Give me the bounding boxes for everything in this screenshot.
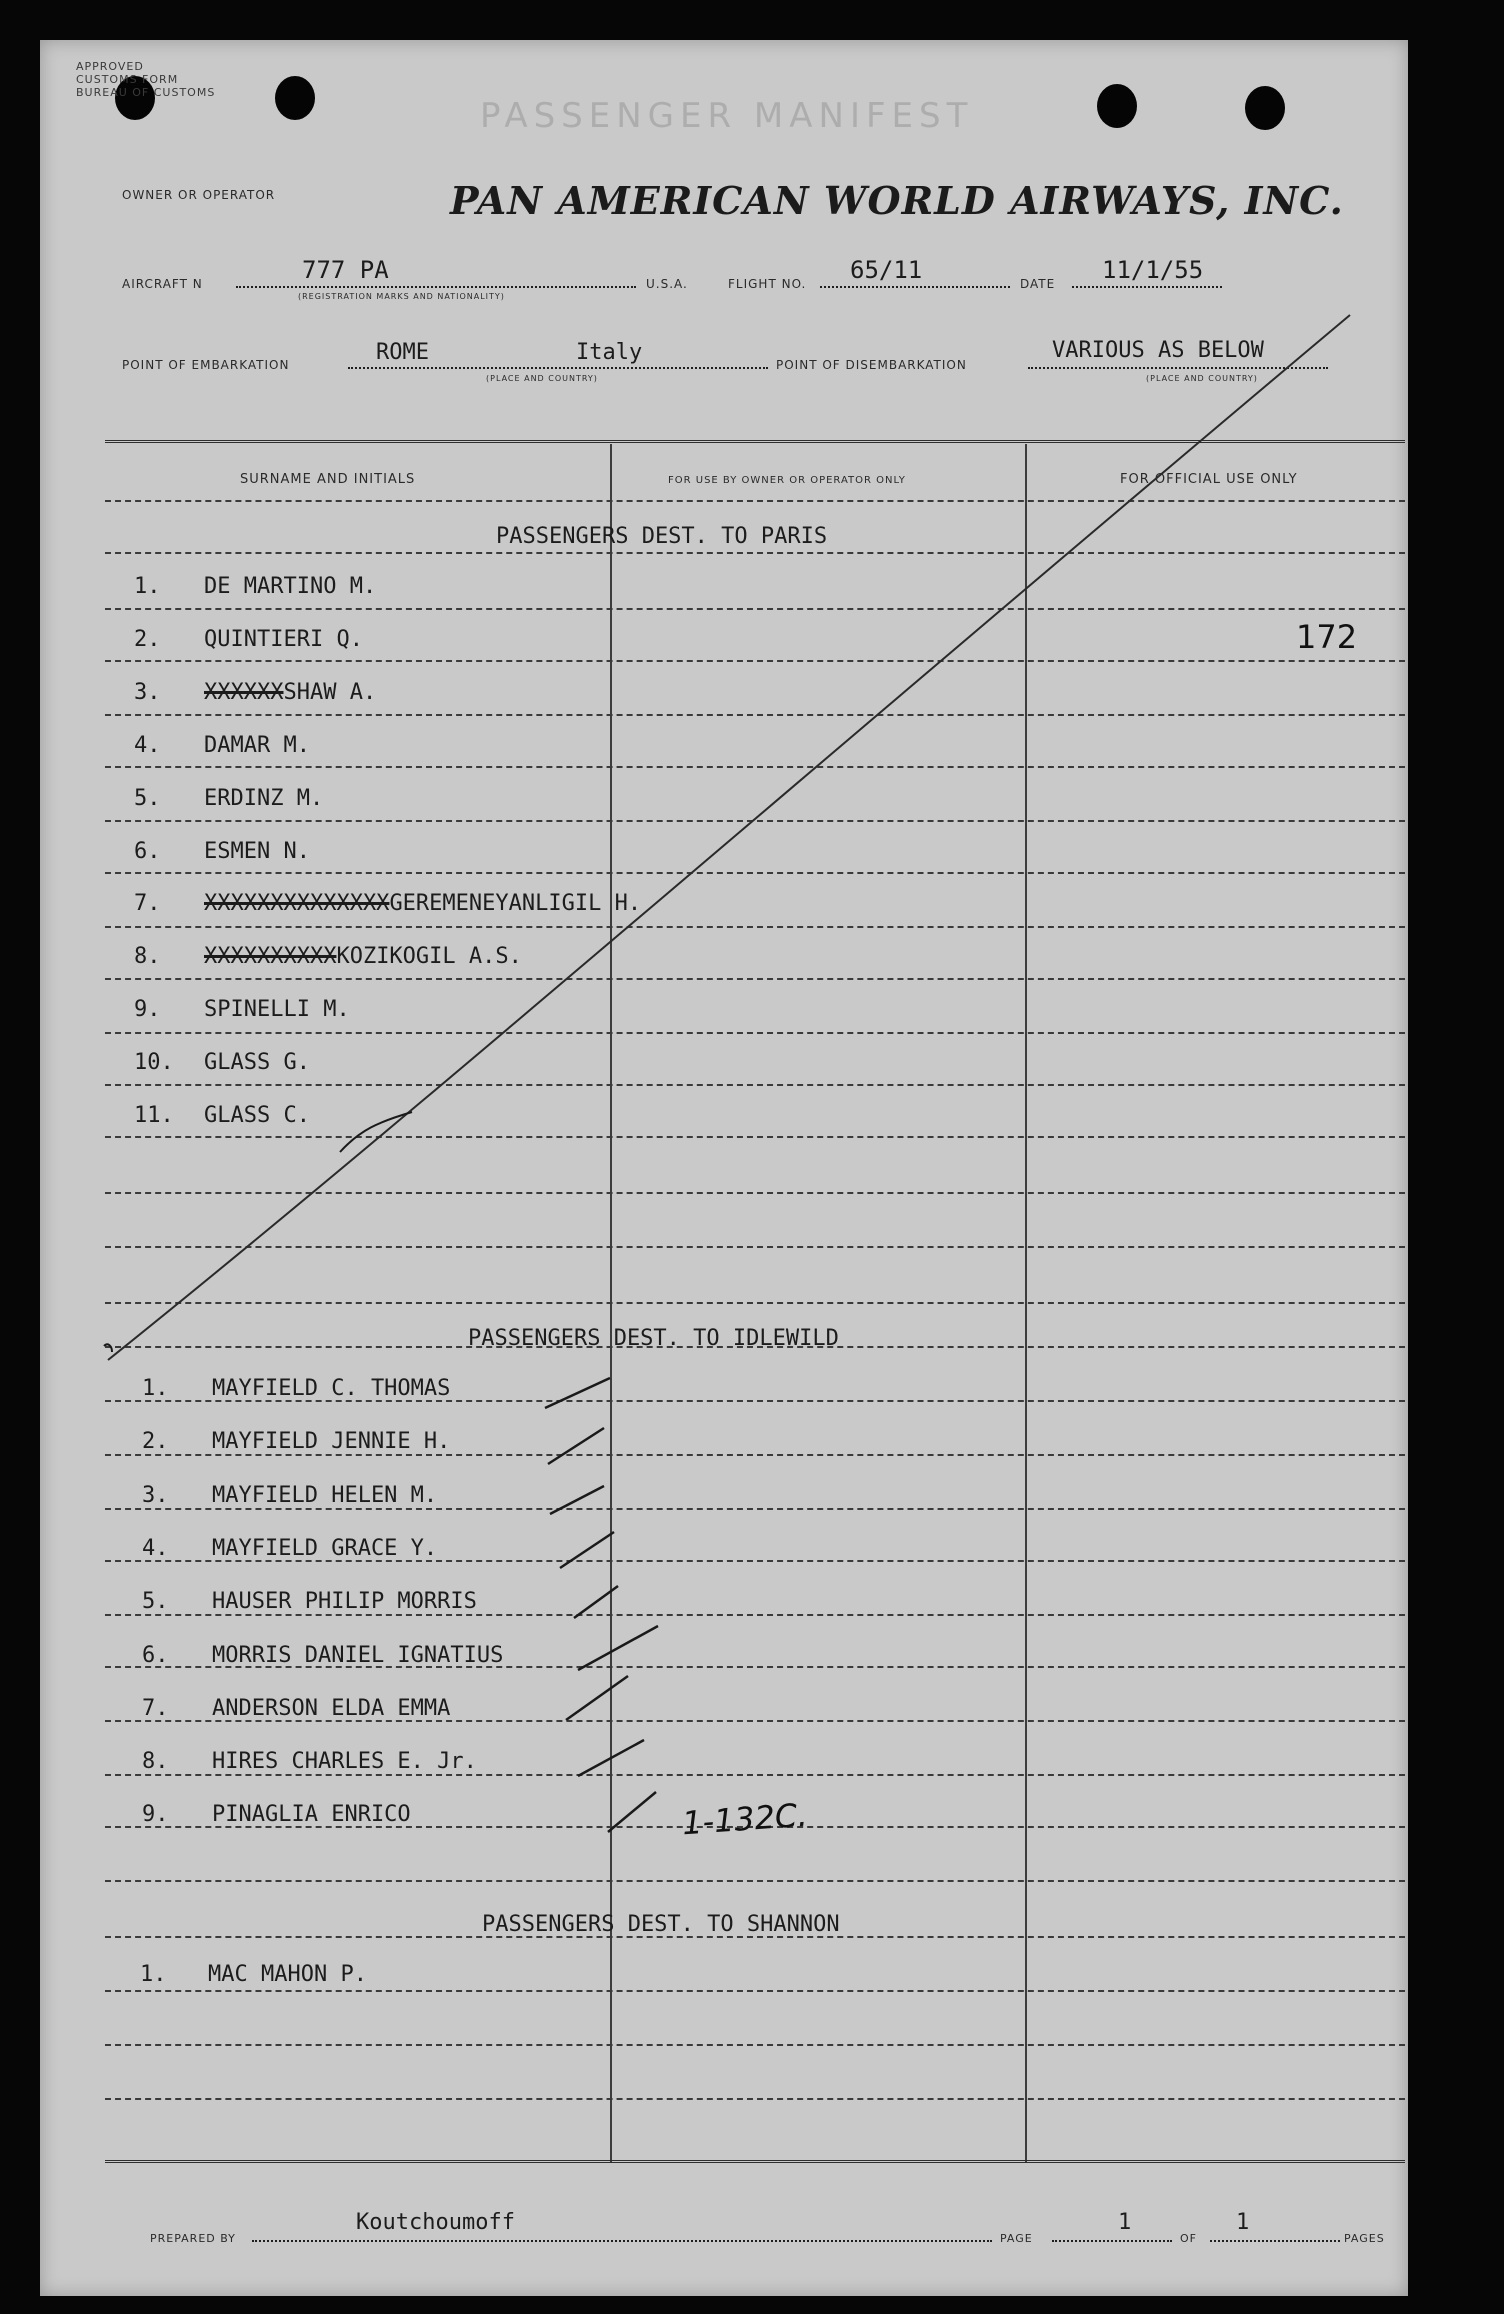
passenger-number: 4.: [142, 1536, 169, 1561]
passenger-name: SHAW A.: [283, 680, 377, 705]
date-label: DATE: [1020, 277, 1056, 291]
check-mark: [560, 1532, 614, 1568]
passenger-name: ERDINZ M.: [204, 786, 324, 811]
flight-label: FLIGHT NO.: [728, 277, 807, 291]
passenger-number: 5.: [142, 1589, 169, 1614]
struck-text: XXXXXXXXXX: [204, 944, 337, 969]
passenger-name: MAYFIELD HELEN M.: [212, 1483, 438, 1508]
section-heading-idlewild: PASSENGERS DEST. TO IDLEWILD: [468, 1326, 839, 1351]
check-mark: [578, 1740, 644, 1776]
check-mark: [550, 1486, 604, 1514]
flight-value: 65/11: [850, 256, 923, 284]
embark-city: ROME: [376, 340, 429, 365]
usa-label: U.S.A.: [646, 277, 688, 291]
passenger-name: HIRES CHARLES E. Jr.: [212, 1749, 477, 1774]
passenger-number: 7.: [134, 891, 161, 916]
passenger-number: 8.: [134, 944, 161, 969]
passenger-name: HAUSER PHILIP MORRIS: [212, 1589, 477, 1614]
passenger-name: DE MARTINO M.: [204, 574, 377, 599]
aircraft-label: AIRCRAFT N: [122, 277, 203, 291]
embark-caption: (PLACE AND COUNTRY): [486, 374, 598, 383]
passenger-number: 3.: [142, 1483, 169, 1508]
passenger-name: PINAGLIA ENRICO: [212, 1802, 411, 1827]
passenger-number: 11.: [134, 1103, 174, 1128]
passenger-name: MAYFIELD JENNIE H.: [212, 1429, 451, 1454]
check-mark: [578, 1626, 658, 1670]
operator-name: PAN AMERICAN WORLD AIRWAYS, INC.: [450, 178, 1344, 223]
pen-stroke: [104, 1344, 112, 1352]
passenger-number: 10.: [134, 1050, 174, 1075]
passenger-number: 6.: [134, 839, 161, 864]
passenger-number: 9.: [142, 1802, 169, 1827]
passenger-name: GEREMENEYANLIGIL H.: [389, 891, 642, 916]
prepared-by-line: [252, 2240, 992, 2242]
passenger-name: ESMEN N.: [204, 839, 310, 864]
column-header-official: FOR OFFICIAL USE ONLY: [1120, 472, 1298, 487]
passenger-name: QUINTIERI Q.: [204, 627, 363, 652]
check-mark: [545, 1378, 610, 1408]
struck-text: XXXXXXXXXXXXXX: [204, 891, 390, 916]
passenger-name: MAYFIELD C. THOMAS: [212, 1376, 451, 1401]
passenger-name: GLASS G.: [204, 1050, 310, 1075]
section-heading-paris: PASSENGERS DEST. TO PARIS: [496, 524, 828, 549]
check-mark: [566, 1676, 628, 1720]
passenger-name: DAMAR M.: [204, 733, 310, 758]
passenger-name: SPINELLI M.: [204, 997, 350, 1022]
passenger-name: GLASS C.: [204, 1103, 310, 1128]
aircraft-value: 777 PA: [302, 256, 389, 284]
passenger-number: 7.: [142, 1696, 169, 1721]
stamp-number: 172: [1296, 618, 1358, 656]
passenger-number: 3.: [134, 680, 161, 705]
passenger-number: 1.: [134, 574, 161, 599]
page-label: PAGE: [1000, 2232, 1033, 2245]
cancel-diagonal-line: [108, 315, 1350, 1360]
check-mark: [548, 1428, 604, 1464]
passenger-number: 5.: [134, 786, 161, 811]
passenger-name: MAC MAHON P.: [208, 1962, 367, 1987]
pages-label: PAGES: [1344, 2232, 1385, 2245]
date-value: 11/1/55: [1102, 256, 1204, 284]
column-header-operator: FOR USE BY OWNER OR OPERATOR ONLY: [668, 475, 906, 486]
page-value: 1: [1118, 2210, 1132, 2235]
page-line: [1052, 2240, 1172, 2242]
prepared-by-value: Koutchoumoff: [356, 2210, 515, 2235]
column-header-surname: SURNAME AND INITIALS: [240, 472, 416, 487]
passenger-number: 9.: [134, 997, 161, 1022]
disembark-value: VARIOUS AS BELOW: [1052, 338, 1264, 363]
check-mark: [574, 1586, 618, 1618]
embark-country: Italy: [576, 340, 643, 365]
table-bottom-rule: [105, 2160, 1405, 2163]
of-value: 1: [1236, 2210, 1250, 2235]
struck-text: XXXXXX: [204, 680, 284, 705]
disembark-label: POINT OF DISEMBARKATION: [776, 358, 967, 372]
passenger-name: MORRIS DANIEL IGNATIUS: [212, 1643, 504, 1668]
form-title: PASSENGER MANIFEST: [480, 96, 974, 136]
owner-label: OWNER OR OPERATOR: [122, 188, 276, 202]
passenger-name: ANDERSON ELDA EMMA: [212, 1696, 451, 1721]
passenger-number: 6.: [142, 1643, 169, 1668]
passenger-number: 8.: [142, 1749, 169, 1774]
check-mark: [608, 1792, 656, 1832]
section-heading-shannon: PASSENGERS DEST. TO SHANNON: [482, 1912, 840, 1937]
approval-stamp: APPROVED CUSTOMS FORM BUREAU OF CUSTOMS: [76, 60, 216, 99]
embark-label: POINT OF EMBARKATION: [122, 358, 290, 372]
passenger-number: 1.: [142, 1376, 169, 1401]
passenger-number: 1.: [140, 1962, 167, 1987]
passenger-number: 4.: [134, 733, 161, 758]
passenger-number: 2.: [134, 627, 161, 652]
disembark-caption: (PLACE AND COUNTRY): [1146, 374, 1258, 383]
handwritten-annotation: 1-132C.: [680, 1795, 809, 1843]
passenger-name: MAYFIELD GRACE Y.: [212, 1536, 438, 1561]
passenger-name: KOZIKOGIL A.S.: [336, 944, 522, 969]
of-label: OF: [1180, 2232, 1197, 2245]
prepared-by-label: PREPARED BY: [150, 2232, 236, 2245]
passenger-number: 2.: [142, 1429, 169, 1454]
of-line: [1210, 2240, 1340, 2242]
aircraft-caption: (REGISTRATION MARKS AND NATIONALITY): [298, 292, 505, 301]
